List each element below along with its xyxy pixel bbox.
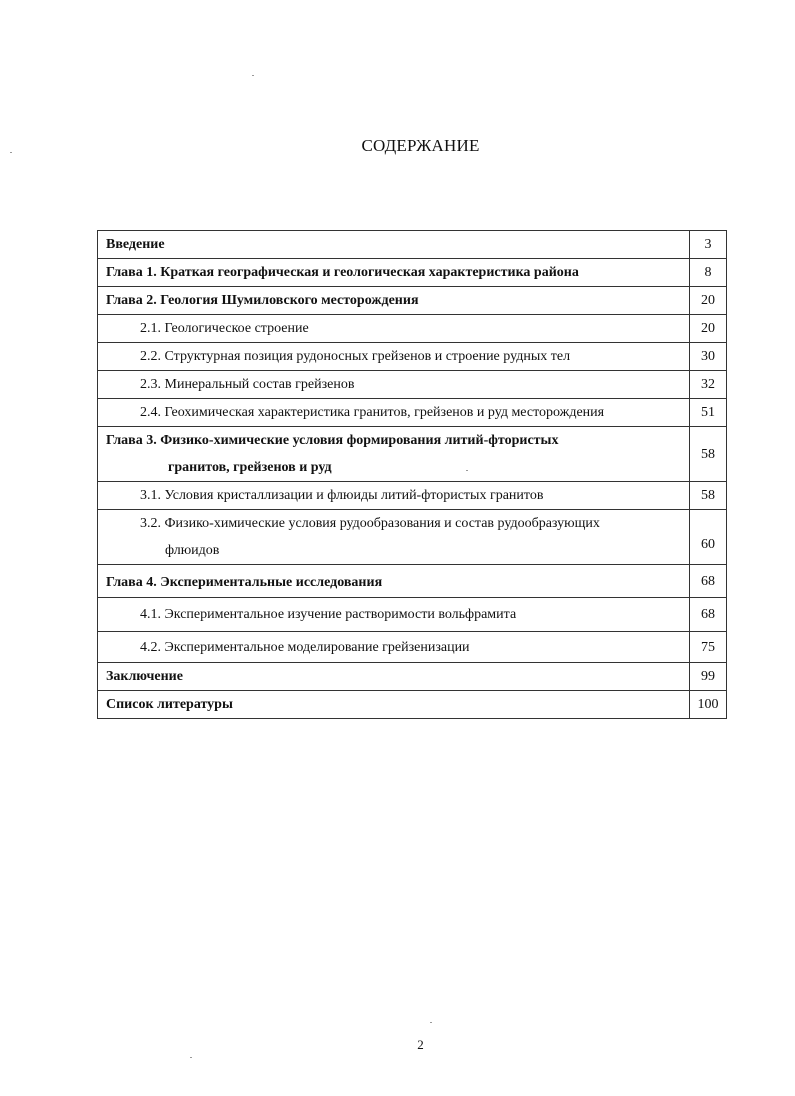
toc-entry-page: 58 bbox=[690, 427, 727, 482]
toc-entry-page: 3 bbox=[690, 231, 727, 259]
toc-row-chapter-2[interactable] bbox=[98, 287, 727, 315]
toc-row-section-2-3[interactable] bbox=[98, 371, 727, 399]
scan-speck bbox=[190, 1057, 192, 1058]
scan-speck bbox=[252, 75, 254, 76]
toc-row-section-4-2[interactable] bbox=[98, 632, 727, 663]
toc-entry-label: Глава 3. Физико-химические условия формирования литий-фтористых bbox=[106, 433, 559, 448]
toc-entry-page: 99 bbox=[690, 663, 727, 691]
toc-entry-label: Глава 1. Краткая географическая и геологическая характеристика района bbox=[98, 259, 690, 287]
toc-entry-label: 4.2. Экспериментальное моделирование грейзенизации bbox=[98, 632, 690, 663]
toc-row-conclusion[interactable] bbox=[98, 663, 727, 691]
toc-entry-page: 51 bbox=[690, 399, 727, 427]
toc-entry-label-continuation: гранитов, грейзенов и руд bbox=[168, 460, 332, 475]
toc-entry-label: Заключение bbox=[98, 663, 690, 691]
toc-entry-label: 2.4. Геохимическая характеристика гранитов, грейзенов и руд месторождения bbox=[98, 399, 690, 427]
toc-row-section-4-1[interactable] bbox=[98, 598, 727, 632]
toc-entry-page: 8 bbox=[690, 259, 727, 287]
toc-entry-page: 68 bbox=[690, 565, 727, 598]
scan-speck bbox=[10, 152, 12, 153]
toc-row-chapter-4[interactable] bbox=[98, 565, 727, 598]
toc-row-chapter-1[interactable] bbox=[98, 259, 727, 287]
toc-entry-label: Список литературы bbox=[98, 691, 690, 719]
toc-entry-page: 32 bbox=[690, 371, 727, 399]
toc-entry-page: 20 bbox=[690, 315, 727, 343]
toc-entry-label: Глава 4. Экспериментальные исследования bbox=[98, 565, 690, 598]
toc-entry-label: 2.3. Минеральный состав грейзенов bbox=[98, 371, 690, 399]
toc-entry-page: 58 bbox=[690, 482, 727, 510]
toc-entry-page: 30 bbox=[690, 343, 727, 371]
toc-entry-page: 68 bbox=[690, 598, 727, 632]
toc-row-introduction[interactable] bbox=[98, 231, 727, 259]
toc-row-section-3-2[interactable] bbox=[98, 510, 727, 565]
page-title: СОДЕРЖАНИЕ bbox=[361, 136, 480, 155]
toc-entry-label: Введение bbox=[98, 231, 690, 259]
toc-entry-label: 2.1. Геологическое строение bbox=[98, 315, 690, 343]
toc-row-chapter-3[interactable] bbox=[98, 427, 727, 482]
toc-entry-label: 4.1. Экспериментальное изучение растворимости вольфрамита bbox=[98, 598, 690, 632]
toc-row-section-3-1[interactable] bbox=[98, 482, 727, 510]
toc-row-references[interactable] bbox=[98, 691, 727, 719]
scan-speck bbox=[430, 1022, 432, 1023]
toc-entry-label-continuation: флюидов bbox=[165, 543, 220, 558]
toc-entry-page: 75 bbox=[690, 632, 727, 663]
toc-entry-page: 60 bbox=[690, 510, 727, 565]
toc-row-section-2-2[interactable] bbox=[98, 343, 727, 371]
toc-entry-page: 100 bbox=[690, 691, 727, 719]
toc-row-section-2-4[interactable] bbox=[98, 399, 727, 427]
toc-row-section-2-1[interactable] bbox=[98, 315, 727, 343]
toc-entry-label: 2.2. Структурная позиция рудоносных грейзенов и строение рудных тел bbox=[98, 343, 690, 371]
page-number: 2 bbox=[417, 1037, 424, 1052]
toc-entry-label: 3.2. Физико-химические условия рудообразования и состав рудообразующих bbox=[140, 516, 600, 531]
scan-speck bbox=[466, 470, 468, 471]
toc-entry-label: Глава 2. Геология Шумиловского месторождения bbox=[98, 287, 690, 315]
toc-entry-page: 20 bbox=[690, 287, 727, 315]
toc-entry-label: 3.1. Условия кристаллизации и флюиды литий-фтористых гранитов bbox=[98, 482, 690, 510]
table-of-contents bbox=[97, 230, 727, 719]
